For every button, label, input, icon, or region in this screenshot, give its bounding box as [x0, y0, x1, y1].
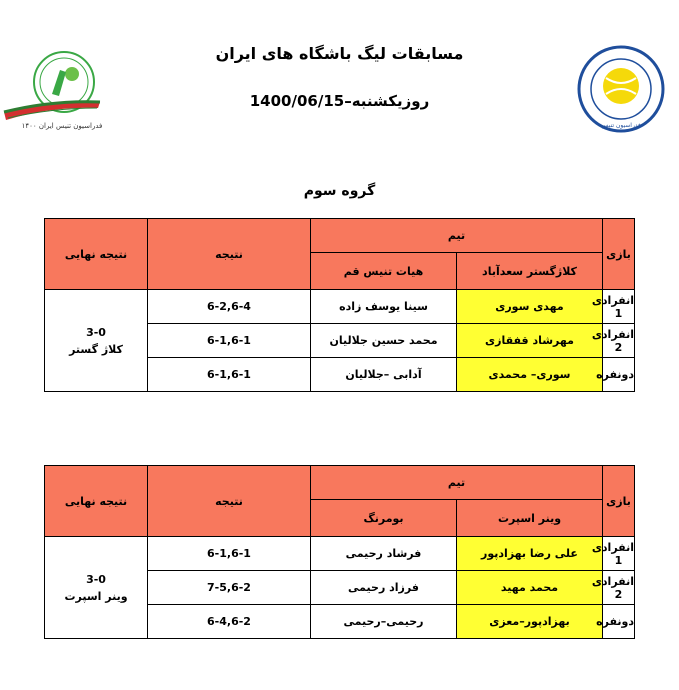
final-winner: کلاژ گستر [69, 342, 123, 356]
right-logo-caption: فدراسیون تنیس [601, 122, 641, 129]
score: 6-2,6-4 [148, 290, 311, 324]
match-label: انفرادی 2 [603, 324, 635, 358]
header-final: نتیجه نهایی [45, 466, 148, 537]
final-result [45, 537, 148, 639]
header-match: بازی [603, 466, 635, 537]
header-result: نتیجه [148, 219, 311, 290]
score: 6-4,6-2 [148, 605, 311, 639]
player-b: فرشاد رحیمی [311, 537, 457, 571]
left-logo-caption: فدراسیون تنیس ایران ۱۴۰۰ [21, 122, 103, 130]
match-label: انفرادی 1 [603, 290, 635, 324]
player-a: مهدی سوری [457, 290, 603, 324]
score: 6-1,6-1 [148, 324, 311, 358]
team-a-name: وینر اسپرت [457, 500, 603, 537]
score: 6-1,6-1 [148, 537, 311, 571]
match-label: انفرادی 2 [603, 571, 635, 605]
match-label: دونفره [603, 605, 635, 639]
team-a-name: کلاژگستر سعدآباد [457, 253, 603, 290]
match-label: انفرادی 1 [603, 537, 635, 571]
player-a: علی رضا بهزادپور [457, 537, 603, 571]
final-result [45, 290, 148, 392]
score: 6-1,6-1 [148, 358, 311, 392]
player-b: آدابی –جلالیان [311, 358, 457, 392]
match-table-2 [44, 465, 635, 639]
final-score: 3-0 [86, 572, 106, 586]
match-table-1 [44, 218, 635, 392]
header-final: نتیجه نهایی [45, 219, 148, 290]
final-score: 3-0 [86, 325, 106, 339]
final-winner: وینر اسپرت [64, 589, 128, 603]
team-b-name: هیات تنیس قم [311, 253, 457, 290]
date-line: روزیکشنبه–1400/06/15 [249, 92, 430, 110]
team-b-name: بومرنگ [311, 500, 457, 537]
player-b: رحیمی–رحیمی [311, 605, 457, 639]
header-result: نتیجه [148, 466, 311, 537]
player-b: محمد حسین جلالیان [311, 324, 457, 358]
group-title: گروه سوم [303, 183, 376, 199]
player-a: محمد مهید [457, 571, 603, 605]
header-match: بازی [603, 219, 635, 290]
player-a: سوری– محمدی [457, 358, 603, 392]
score: 7-5,6-2 [148, 571, 311, 605]
match-label: دونفره [603, 358, 635, 392]
page-title: مسابقات لیگ باشگاه های ایران [215, 44, 464, 63]
player-b: سینا یوسف زاده [311, 290, 457, 324]
player-a: بهزادپور–معزی [457, 605, 603, 639]
header-team: تیم [311, 219, 603, 253]
player-b: فرزاد رحیمی [311, 571, 457, 605]
header-team: تیم [311, 466, 603, 500]
player-a: مهرشاد قفقازی [457, 324, 603, 358]
